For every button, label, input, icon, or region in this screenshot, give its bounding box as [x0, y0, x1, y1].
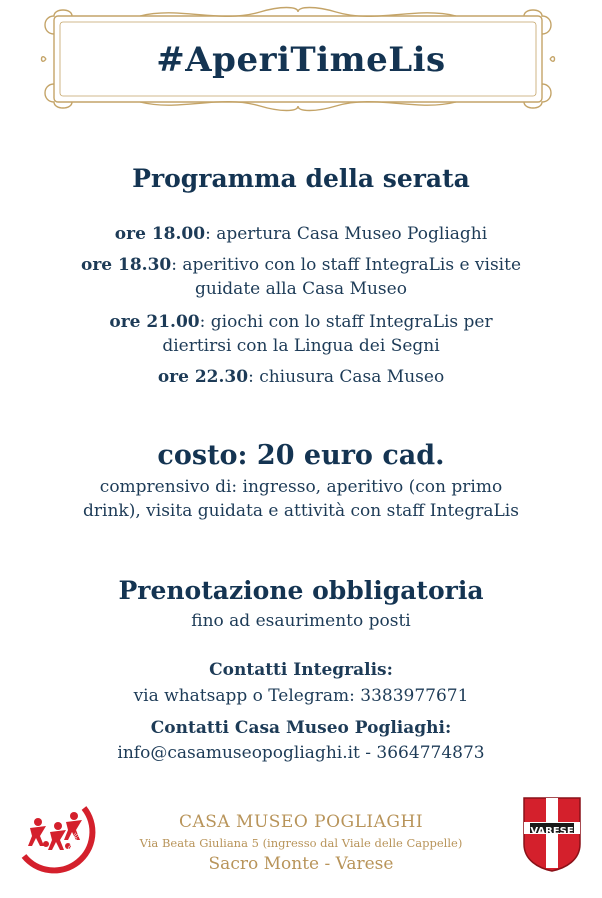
program-text: : aperitivo con lo staff IntegraLis e visite [171, 255, 522, 275]
program-text: : chiusura Casa Museo [248, 367, 445, 387]
program-time: ore 18.30 [80, 255, 172, 275]
museum-name: CASA MUSEO POGLIAGHI [178, 812, 424, 832]
program-text-cont: guidate alla Casa Museo [195, 279, 407, 299]
program-item-3 [0, 310, 602, 358]
museum-address: Via Beata Giuliana 5 (ingresso dal Viale delle Cappelle) [139, 836, 463, 850]
cost-title: costo: 20 euro cad. [157, 440, 445, 471]
booking-title: Prenotazione obbligatoria [118, 576, 484, 605]
program-item-2 [0, 253, 602, 301]
program-time: ore 21.00 [109, 312, 200, 332]
program-text-cont: diertirsi con la Lingua dei Segni [162, 336, 440, 356]
program-title: Programma della serata [132, 164, 470, 193]
program-time: ore 22.30 [157, 367, 249, 387]
program-item-4 [0, 365, 602, 389]
program-item-1 [0, 222, 602, 246]
ens-logo-text: VARESE [530, 826, 574, 837]
event-hashtag: #AperiTimeLis [156, 40, 446, 80]
cost-detail-2: drink), visita guidata e attività con staff IntegraLis [83, 501, 519, 521]
program-time: ore 18.00 [114, 224, 206, 244]
museum-place: Sacro Monte - Varese [208, 854, 394, 874]
contact-integralis-value[interactable]: via whatsapp o Telegram: 3383977671 [133, 686, 469, 706]
contact-integralis-label: Contatti Integralis: [209, 660, 393, 680]
cost-detail-1: comprensivo di: ingresso, aperitivo (con primo [99, 477, 503, 497]
integralis-logo-text: integraLIS [60, 831, 82, 862]
booking-subtitle: fino ad esaurimento posti [191, 611, 411, 631]
program-text: : apertura Casa Museo Pogliaghi [205, 224, 488, 244]
contact-museum-label: Contatti Casa Museo Pogliaghi: [150, 718, 452, 738]
contact-museum-value[interactable]: info@casamuseopogliaghi.it - 3664774873 [117, 743, 485, 763]
program-text: : giochi con lo staff IntegraLis per [199, 312, 493, 332]
